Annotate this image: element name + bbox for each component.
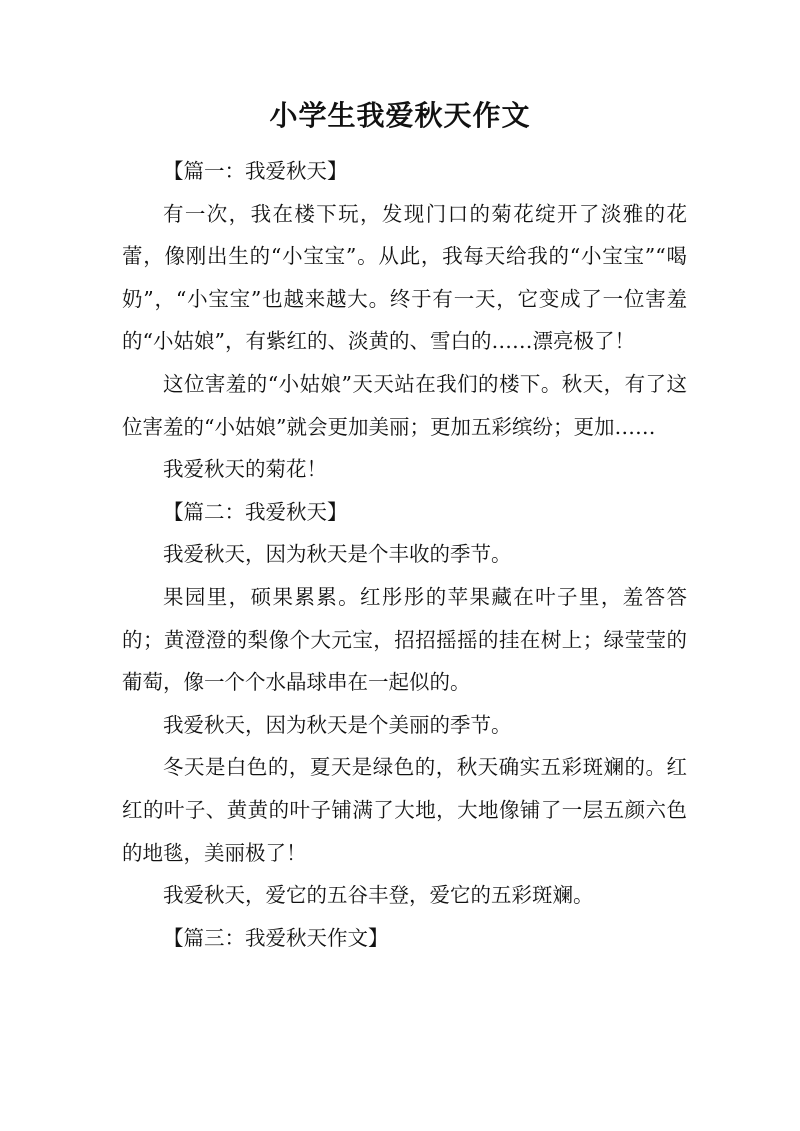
section-heading-3: 【篇三：我爱秋天作文】 (163, 925, 389, 950)
paragraph: 果园里，硕果累累。红彤彤的苹果藏在叶子里，羞答答的；黄澄澄的梨像个大元宝，招招摇摇的挂在树上；绿莹莹的葡萄，像一个个水晶球串在一起似的。 (122, 584, 687, 695)
section-heading-2: 【篇二：我爱秋天】 (163, 499, 348, 524)
paragraph: 我爱秋天，因为秋天是个美丽的季节。 (163, 712, 512, 737)
paragraph: 我爱秋天，因为秋天是个丰收的季节。 (163, 542, 512, 567)
paragraph: 这位害羞的“小姑娘”天天站在我们的楼下。秋天，有了这位害羞的“小姑娘”就会更加美丽；更加五彩缤纷；更加…… (122, 371, 687, 439)
section-heading-1: 【篇一：我爱秋天】 (163, 159, 348, 183)
document-title: 小学生我爱秋天作文 (269, 99, 531, 132)
paragraph: 冬天是白色的，夏天是绿色的，秋天确实五彩斑斓的。红红的叶子、黄黄的叶子铺满了大地，大地像铺了一层五颜六色的地毯，美丽极了！ (122, 755, 687, 865)
paragraph: 我爱秋天的菊花！ (163, 457, 327, 482)
document-body (122, 150, 687, 959)
paragraph: 我爱秋天，爱它的五谷丰登，爱它的五彩斑斓。 (163, 883, 594, 908)
paragraph: 有一次，我在楼下玩，发现门口的菊花绽开了淡雅的花蕾，像刚出生的“小宝宝”。从此，我每天给我的“小宝宝”“喝奶”，“小宝宝”也越来越大。终于有一天，它变成了一位害羞的“小姑娘”，有紫红的、淡黄的、雪白的……漂亮极了！ (122, 201, 687, 354)
